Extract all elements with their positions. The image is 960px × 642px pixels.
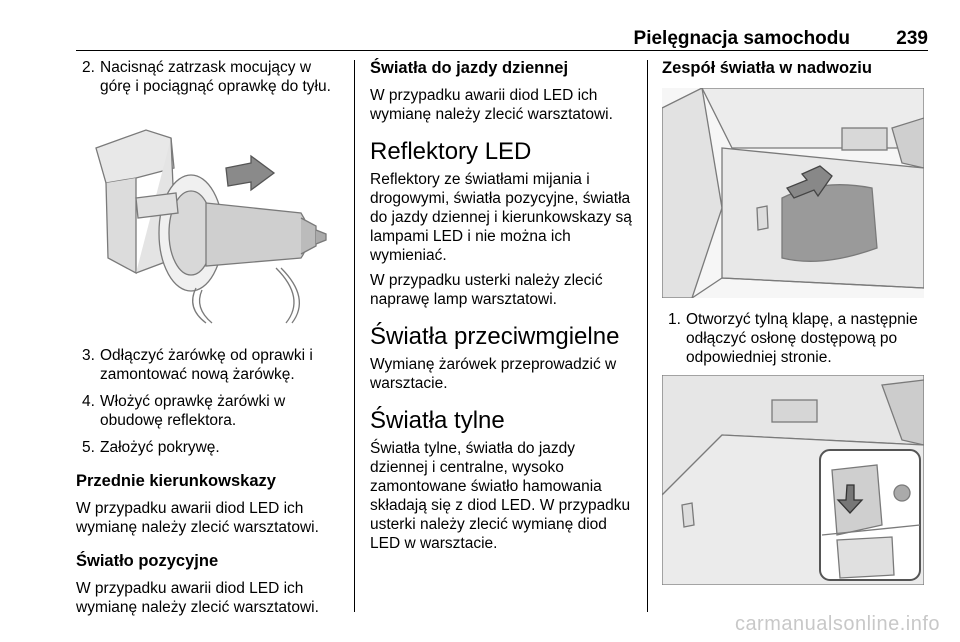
step-number: 4. <box>82 393 95 410</box>
trunk-drawing <box>662 88 924 298</box>
trunk-illustration <box>662 88 924 298</box>
step-text: Otworzyć tylną klapę, a następnie odłączyć osłonę dostępową po odpowiedniej stronie. <box>686 311 918 366</box>
front-indicators-heading: Przednie kierunkowskazy <box>76 472 276 490</box>
step-text: Założyć pokrywę. <box>100 439 220 456</box>
step-1 <box>662 310 928 367</box>
rear-lights-heading: Światła tylne <box>370 407 505 434</box>
column-left <box>76 58 344 616</box>
watermark: carmanualsonline.info <box>734 613 940 635</box>
step-text: Odłączyć żarówkę od oprawki i zamontować nową żarówkę. <box>100 347 313 383</box>
step-number: 3. <box>82 347 95 364</box>
step-text: Nacisnąć zatrzask mocujący w górę i pociągnąć oprawkę do tyłu. <box>100 59 331 95</box>
page-header <box>76 0 928 51</box>
step-text: Włożyć oprawkę żarówki w obudowę reflektora. <box>100 393 286 429</box>
fog-lights-text: Wymianę żarówek przeprowadzić w warsztacie. <box>370 356 617 392</box>
step-4 <box>76 392 344 430</box>
position-light-text: W przypadku awarii diod LED ich wymianę należy zlecić warsztatowi. <box>76 580 319 616</box>
access-cover-drawing <box>662 375 924 585</box>
bulb-holder-illustration <box>76 108 338 326</box>
column-middle <box>370 58 636 613</box>
body-light-heading: Zespół światła w nadwoziu <box>662 59 872 77</box>
access-cover-illustration <box>662 375 924 585</box>
fog-lights-heading: Światła przeciwmgielne <box>370 323 620 350</box>
front-indicators-text: W przypadku awarii diod LED ich wymianę należy zlecić warsztatowi. <box>76 500 319 536</box>
headlights-heading: Reflektory LED <box>370 138 532 165</box>
step-number: 2. <box>82 59 95 76</box>
drl-text: W przypadku awarii diod LED ich wymianę należy zlecić warsztatowi. <box>370 87 613 123</box>
step-number: 5. <box>82 439 95 456</box>
column-divider <box>647 60 648 612</box>
headlights-text-2: W przypadku usterki należy zlecić naprawę lamp warsztatowi. <box>370 272 603 308</box>
headlights-text-1: Reflektory ze światłami mijania i drogowymi, światła pozycyjne, światła do jazdy dziennej i kierunkowskazy są lampami LED i nie można ich wymieniać. <box>370 171 632 264</box>
rear-lights-text: Światła tylne, światła do jazdy dziennej i centralne, wysoko zamontowane światło hamowania składają się z diod LED. W przypadku usterki należy zlecić wymianę diod LED w warsztacie. <box>370 440 631 552</box>
column-divider <box>354 60 355 612</box>
step-5 <box>76 438 344 457</box>
step-2 <box>76 58 344 96</box>
position-light-heading: Światło pozycyjne <box>76 552 219 570</box>
page-number: 239 <box>896 28 928 49</box>
step-3 <box>76 346 344 384</box>
column-right <box>662 58 928 613</box>
bulb-holder-drawing <box>76 108 338 326</box>
page-title: Pielęgnacja samochodu <box>633 28 850 49</box>
step-number: 1. <box>668 311 681 328</box>
drl-heading: Światła do jazdy dziennej <box>370 59 569 77</box>
